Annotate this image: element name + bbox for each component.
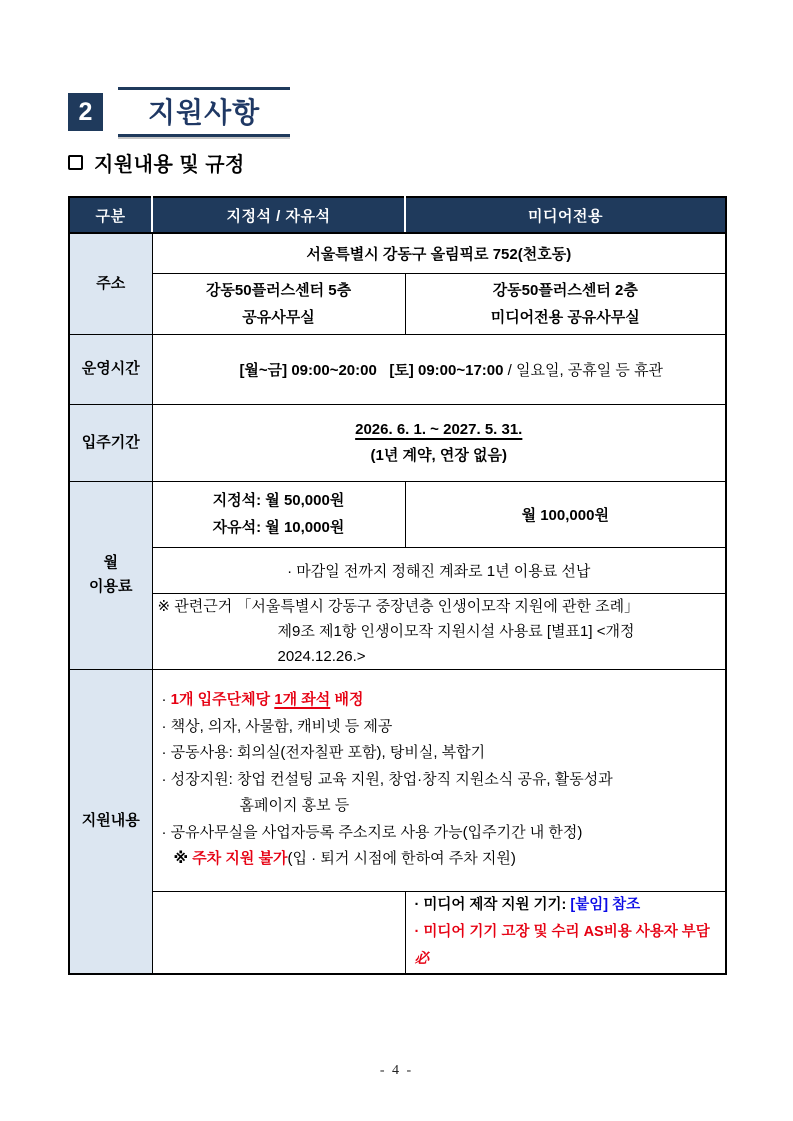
- seat-assignment-underlined: 1개 좌석: [274, 691, 331, 709]
- row-label-monthly-fee: [69, 481, 152, 669]
- address-seat-office-line2: 공유사무실: [242, 308, 315, 326]
- page-number: - 4 -: [379, 1063, 414, 1078]
- fee-media-value: 월 100,000원: [405, 481, 726, 547]
- address-row-common: [69, 233, 726, 273]
- parking-note-rest: (입 · 퇴거 시점에 한하여 주차 지원): [287, 850, 516, 868]
- address-media-office-line2: 미디어전용 공유사무실: [490, 308, 640, 326]
- address-seat-office: [152, 273, 405, 334]
- col-header-media-only: 미디어전용: [405, 197, 726, 233]
- parking-note-marker: ※: [173, 850, 193, 868]
- section-header: [68, 87, 290, 137]
- row-label-support: 지원내용: [69, 669, 152, 974]
- address-seat-office-line1: 강동50플러스센터 5층: [205, 281, 352, 299]
- hours-value: [152, 334, 726, 404]
- row-label-hours: 운영시간: [69, 334, 152, 404]
- fee-label-line1: 월: [103, 554, 118, 571]
- fee-fixed-seat: 지정석: 월 50,000원: [212, 492, 345, 509]
- period-value: [152, 404, 726, 481]
- hours-closed-note: / 일요일, 공휴일 등 휴관: [503, 361, 664, 379]
- page-title: 지원사항: [118, 87, 290, 137]
- hours-schedule: [월~금] 09:00~20:00 [토] 09:00~17:00: [239, 361, 504, 379]
- fee-row: [69, 481, 726, 547]
- table-header-row: [69, 197, 726, 233]
- section-number-badge: 2: [68, 93, 103, 131]
- support-bullet-seat-assignment: [162, 687, 722, 714]
- seat-assignment-post: 배정: [330, 691, 364, 709]
- support-bullet-furniture: · 책상, 의자, 사물함, 캐비넷 등 제공: [161, 717, 393, 735]
- bullet-marker: ·: [161, 691, 171, 709]
- support-content-row: [69, 669, 726, 891]
- media-repair-hanja: 必: [414, 950, 429, 967]
- fee-free-seat: 자유석: 월 10,000원: [212, 519, 345, 536]
- media-note-attachment-ref: [붙임] 참조: [570, 896, 641, 913]
- fee-basis-row: [69, 593, 726, 669]
- period-contract-note: (1년 계약, 연장 없음): [370, 447, 507, 464]
- period-row: [69, 404, 726, 481]
- fee-basis-line1: ※ 관련근거 「서울특별시 강동구 중장년층 인생이모작 지원에 관한 조례」: [157, 597, 640, 615]
- support-bullet-growth-cont: 홈페이지 홍보 등: [239, 797, 350, 815]
- fee-basis-line2: 제9조 제1항 인생이모작 지원시설 사용료 [별표1] <개정 2024.12.26.>: [277, 622, 635, 665]
- support-parking-note: [162, 846, 722, 873]
- fee-label-line2: 이용료: [89, 578, 133, 595]
- fee-payment-row: [69, 547, 726, 593]
- row-label-period: 입주기간: [69, 404, 152, 481]
- media-notes-row: [69, 891, 726, 974]
- media-repair-cost-note: [415, 919, 726, 973]
- parking-note-red: 주차 지원 불가: [192, 850, 288, 868]
- support-bullet-shared-use: · 공동사용: 회의실(전자칠판 포함), 탕비실, 복합기: [161, 744, 486, 762]
- period-dates: 2026. 6. 1. ~ 2027. 5. 31.: [355, 421, 523, 438]
- media-equipment-note: [415, 892, 726, 919]
- address-common-text: 서울특별시 강동구 올림픽로 752(천호동): [152, 233, 726, 273]
- fee-seats-value: [152, 481, 405, 547]
- hours-row: [69, 334, 726, 404]
- col-header-category: 구분: [69, 197, 152, 233]
- media-empty-cell: [152, 891, 405, 974]
- media-notes-cell: [405, 891, 726, 974]
- subsection-title: 지원내용 및 규정: [94, 154, 245, 176]
- support-bullet-business-address: · 공유사무실을 사업자등록 주소지로 사용 가능(입주기간 내 한정): [161, 823, 583, 841]
- subsection-heading: [68, 148, 245, 177]
- fee-payment-note: · 마감일 전까지 정해진 계좌로 1년 이용료 선납: [152, 547, 726, 593]
- support-info-table: [68, 196, 727, 975]
- address-media-office: [405, 273, 726, 334]
- media-repair-text: · 미디어 기기 고장 및 수리 AS비용 사용자 부담: [414, 923, 710, 940]
- address-media-office-line1: 강동50플러스센터 2층: [492, 281, 638, 299]
- fee-legal-basis: [152, 593, 726, 669]
- square-bullet-icon: [68, 155, 83, 170]
- media-note-black: · 미디어 제작 지원 기기:: [414, 896, 571, 913]
- support-bullet-list: [152, 669, 726, 891]
- seat-assignment-pre: 1개 입주단체당: [170, 691, 275, 709]
- row-label-address: 주소: [69, 233, 152, 334]
- address-row-detail: [69, 273, 726, 334]
- col-header-seat-types: 지정석 / 자유석: [152, 197, 405, 233]
- support-bullet-growth: · 성장지원: 창업 컨설팅 교육 지원, 창업·창직 지원소식 공유, 활동성과: [161, 770, 613, 788]
